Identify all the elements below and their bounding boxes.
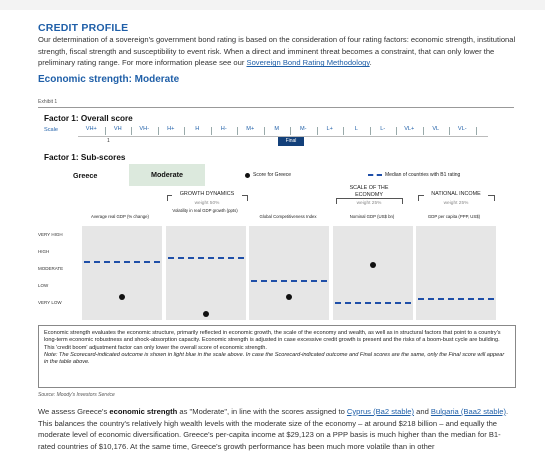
median-line-1 [168, 257, 244, 259]
body-paragraph [38, 406, 514, 452]
body-part-4: . This balances the country's relatively high wealth levels with the moderate size of the economy – at around $218 billion – and equally the moderate level of economic diversification. Greece's per-capita income at $29,123 on a PPP basis is much higher than the median for B1-rated countries of $10,176. At the same time, Greece's growth performance has been much more volatile than in other [38, 407, 509, 451]
scale-divider [211, 127, 212, 135]
median-line-2 [251, 280, 327, 282]
factor-overall-title: Factor 1: Overall score [44, 114, 133, 123]
scale-step-3: H+ [167, 126, 175, 132]
scale-step-10: L [354, 126, 358, 132]
chart-panel-nominal-gdp [333, 226, 413, 320]
median-line-4 [418, 298, 494, 300]
intro-paragraph [38, 34, 518, 69]
chart-panel-avg-gdp [82, 226, 162, 320]
scale-divider [237, 127, 238, 135]
growth-bracket-tick-left [167, 195, 168, 201]
scale-step-4: H [195, 126, 200, 132]
scale-divider [131, 127, 132, 135]
column-label-nominal-gdp: Nominal GDP (US$ bn) [349, 214, 395, 219]
group-label-growth: GROWTH DYNAMICS [172, 191, 242, 197]
intro-text: Our determination of a sovereign's government bond rating is based on the consideration of four rating factors: economic strength, institutional strength, fiscal strength and susceptibility to event risk. When a direct and imminent threat becomes a constraint, that can only lower the preliminary rating range. For more information please see our [38, 35, 516, 68]
row-label-very-low: VERY LOW [38, 300, 62, 305]
legend-dot-icon [245, 173, 250, 178]
section-title: CREDIT PROFILE [38, 22, 129, 34]
scale-step-14: VL- [457, 126, 467, 132]
income-bracket-tick-left [418, 195, 419, 201]
median-line-0 [84, 261, 160, 263]
scale-divider [449, 127, 450, 135]
factor-sub-title: Factor 1: Sub-scores [44, 153, 126, 162]
scale-divider [105, 127, 106, 135]
scale-divider [476, 127, 477, 135]
scale-step-12: VL+ [404, 126, 415, 132]
score-box: Moderate [129, 164, 205, 186]
column-label-volatility: Volatility in real GDP growth (ppts) [172, 208, 238, 213]
row-label-high: HIGH [38, 249, 50, 254]
scale-marker: 1 [107, 138, 110, 144]
chart-panel-gdp-per-capita [416, 226, 496, 320]
note-italic: Note: The Scorecard-indicated outcome is shown in light blue in the scale above. In case the Scorecard-indicated outcome and Final scores are the same, only the Final score will appear in the table above. [44, 351, 505, 366]
row-label-moderate: MODERATE [38, 266, 64, 271]
column-label-gci: Global Competitiveness Index [259, 214, 317, 219]
cyprus-link[interactable]: Cyprus (Ba2 stable) [346, 407, 415, 416]
scale-step-13: VL [432, 126, 440, 132]
legend-score-text: Score for Greece [253, 172, 292, 178]
exhibit-label: Exhibit 1 [38, 99, 58, 105]
final-score-badge: Final [278, 137, 304, 146]
bulgaria-link[interactable]: Bulgaria (Baa2 stable) [430, 407, 507, 416]
scale-step-2: VH- [139, 126, 150, 132]
scale-step-7: M [274, 126, 280, 132]
scale-divider [343, 127, 344, 135]
legend-dash-icon [368, 174, 382, 176]
top-strip [0, 0, 545, 10]
income-bracket-tick-right [494, 195, 495, 201]
scale-divider [290, 127, 291, 135]
body-part-3: and [414, 407, 431, 416]
methodology-link[interactable]: Sovereign Bond Rating Methodology [246, 58, 370, 68]
scale-step-1: VH [113, 126, 122, 132]
group-label-income: NATIONAL INCOME [424, 191, 488, 197]
group-label-scale: SCALE OF THE ECONOMY [344, 185, 394, 198]
note-paragraph [44, 330, 506, 366]
scale-bracket-line [336, 198, 402, 199]
scale-divider [370, 127, 371, 135]
intro-end: . [369, 58, 372, 68]
scale-step-5: H- [220, 126, 227, 132]
median-line-3 [335, 302, 411, 304]
scale-bracket-tick-right [402, 198, 403, 204]
scale-step-6: M+ [246, 126, 255, 132]
column-label-avg-gdp: Average real GDP (% change) [91, 214, 149, 219]
group-weight-income: weight 25% [443, 201, 469, 206]
body-bold: economic strength [109, 407, 178, 416]
growth-bracket-tick-right [247, 195, 248, 201]
row-label-low: LOW [38, 283, 49, 288]
chart-panel-volatility [166, 226, 246, 320]
scale-step-9: L+ [326, 126, 333, 132]
scale-label: Scale [44, 127, 58, 133]
legend-median-text: Median of countries with B1 rating [385, 172, 461, 178]
scale-divider [423, 127, 424, 135]
scale-step-8: M- [299, 126, 307, 132]
note-body: Economic strength evaluates the economic structure, primarily reflected in economic growth, the scale of the economy and wealth, as well as in structural factors that point to a country's long-term economic robustness and shock-absorption capacity. Economic strength is adjusted in case excessive credit growth is present and the risks of a boom-bust cycle are building. This 'credit boom' adjustment factor can only lower the overall score of economic strength. [44, 330, 501, 351]
scale-divider [396, 127, 397, 135]
exhibit-divider [38, 107, 514, 108]
column-label-gdp-per-capita: GDP per capita (PPP, US$) [427, 214, 481, 219]
body-part-1: We assess Greece's [38, 407, 110, 416]
country-label: Greece [73, 171, 98, 180]
body-part-2: as "Moderate", in line with the scores assigned to [177, 407, 347, 416]
group-weight-growth: weight 50% [194, 201, 220, 206]
scale-divider [264, 127, 265, 135]
scale-step-11: L- [380, 126, 386, 132]
chart-panel-gci [249, 226, 329, 320]
source-label: Source: Moody's Investors Service [38, 392, 115, 398]
scale-bracket-tick-left [336, 198, 337, 204]
group-weight-scale: weight 25% [356, 201, 382, 206]
scale-step-0: VH+ [85, 126, 97, 132]
scale-divider [317, 127, 318, 135]
subsection-title: Economic strength: Moderate [38, 74, 180, 85]
scale-divider [158, 127, 159, 135]
row-label-very-high: VERY HIGH [38, 232, 63, 237]
scale-divider [184, 127, 185, 135]
